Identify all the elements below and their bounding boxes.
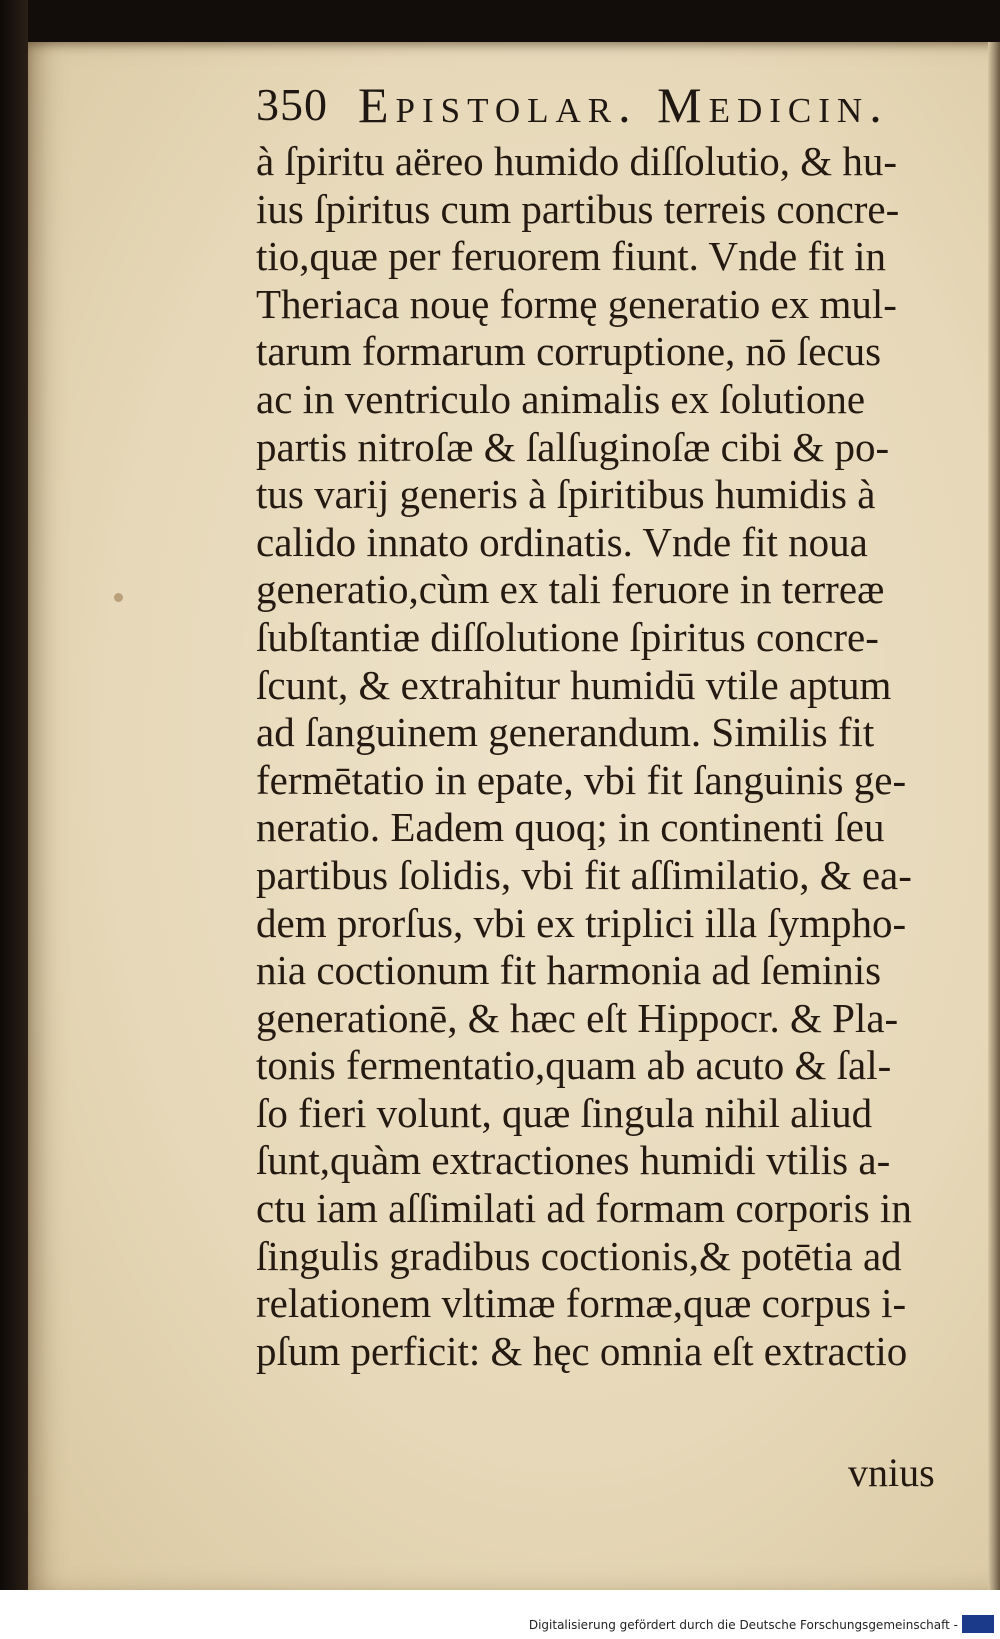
text-line: calido innato ordinatis. Vnde fit noua: [256, 518, 868, 565]
text-line: tio,quæ per feruorem fiunt. Vnde fit in: [256, 233, 887, 280]
text-line: pſum perficit: & hęc omnia eſt extractio: [256, 1327, 908, 1374]
text-line: à ſpiritu aëreo humido diſſolutio, & hu-: [256, 138, 898, 184]
text-line: ſunt,quàm extractiones humidi vtilis a-: [256, 1137, 891, 1184]
text-line: tonis fermentatio,quam ab acuto & ſal-: [256, 1042, 892, 1089]
text-line: tarum formarum corruptione, nō ſecus: [256, 328, 882, 375]
text-line: dem prorſus, vbi ex triplici illa ſympho-: [256, 899, 907, 946]
text-line: generationē, & hæc eſt Hippocr. & Pla-: [256, 994, 899, 1041]
text-line: partis nitroſæ & ſalſuginoſæ cibi & po-: [256, 423, 890, 470]
paper-speck: [114, 593, 123, 602]
page-number: 350: [256, 79, 328, 130]
running-title: Epistolar. Medicin.: [358, 77, 889, 133]
text-line: nia coctionum fit harmonia ad ſeminis: [256, 947, 882, 994]
text-line: fermētatio in epate, vbi fit ſanguinis ge-: [256, 756, 907, 803]
text-line: ſubſtantiæ diſſolutione ſpiritus concre-: [256, 613, 879, 660]
scan-background-top: [0, 0, 1000, 42]
catchword: vnius: [848, 1450, 935, 1495]
text-line: ſcunt, & extrahitur humidū vtile aptum: [256, 661, 892, 708]
text-line: tus varij generis à ſpiritibus humidis à: [256, 471, 876, 518]
body-text: [256, 138, 986, 1375]
funding-credit: Digitalisierung gefördert durch die Deutsche Forschungsgemeinschaft -: [528, 1618, 958, 1632]
text-line: Theriaca nouę formę generatio ex mul-: [256, 280, 897, 327]
dfg-logo: [962, 1615, 994, 1633]
page-edge: [988, 42, 1000, 1590]
book-page: [28, 42, 1000, 1590]
page-header: [256, 72, 946, 136]
text-line: neratio. Eadem quoq; in continenti ſeu: [256, 804, 885, 851]
text-line: ſo fieri volunt, quæ ſingula nihil aliud: [256, 1089, 873, 1136]
text-line: ad ſanguinem generandum. Similis fit: [256, 709, 875, 756]
text-line: ius ſpiritus cum partibus terreis concre-: [256, 185, 900, 232]
text-line: relationem vltimæ formæ,quæ corpus i-: [256, 1280, 907, 1327]
text-line: generatio,cùm ex tali feruore in terreæ: [256, 566, 885, 613]
text-line: ſingulis gradibus coctionis,& potētia ad: [256, 1232, 902, 1279]
text-line: ctu iam aſſimilati ad formam corporis in: [256, 1185, 912, 1232]
scan-background-left: [0, 0, 28, 1639]
text-line: ac in ventriculo animalis ex ſolutione: [256, 375, 866, 422]
text-line: partibus ſolidis, vbi fit aſſimilatio, & ea-: [256, 851, 912, 898]
footer-strip: [0, 1590, 1000, 1639]
